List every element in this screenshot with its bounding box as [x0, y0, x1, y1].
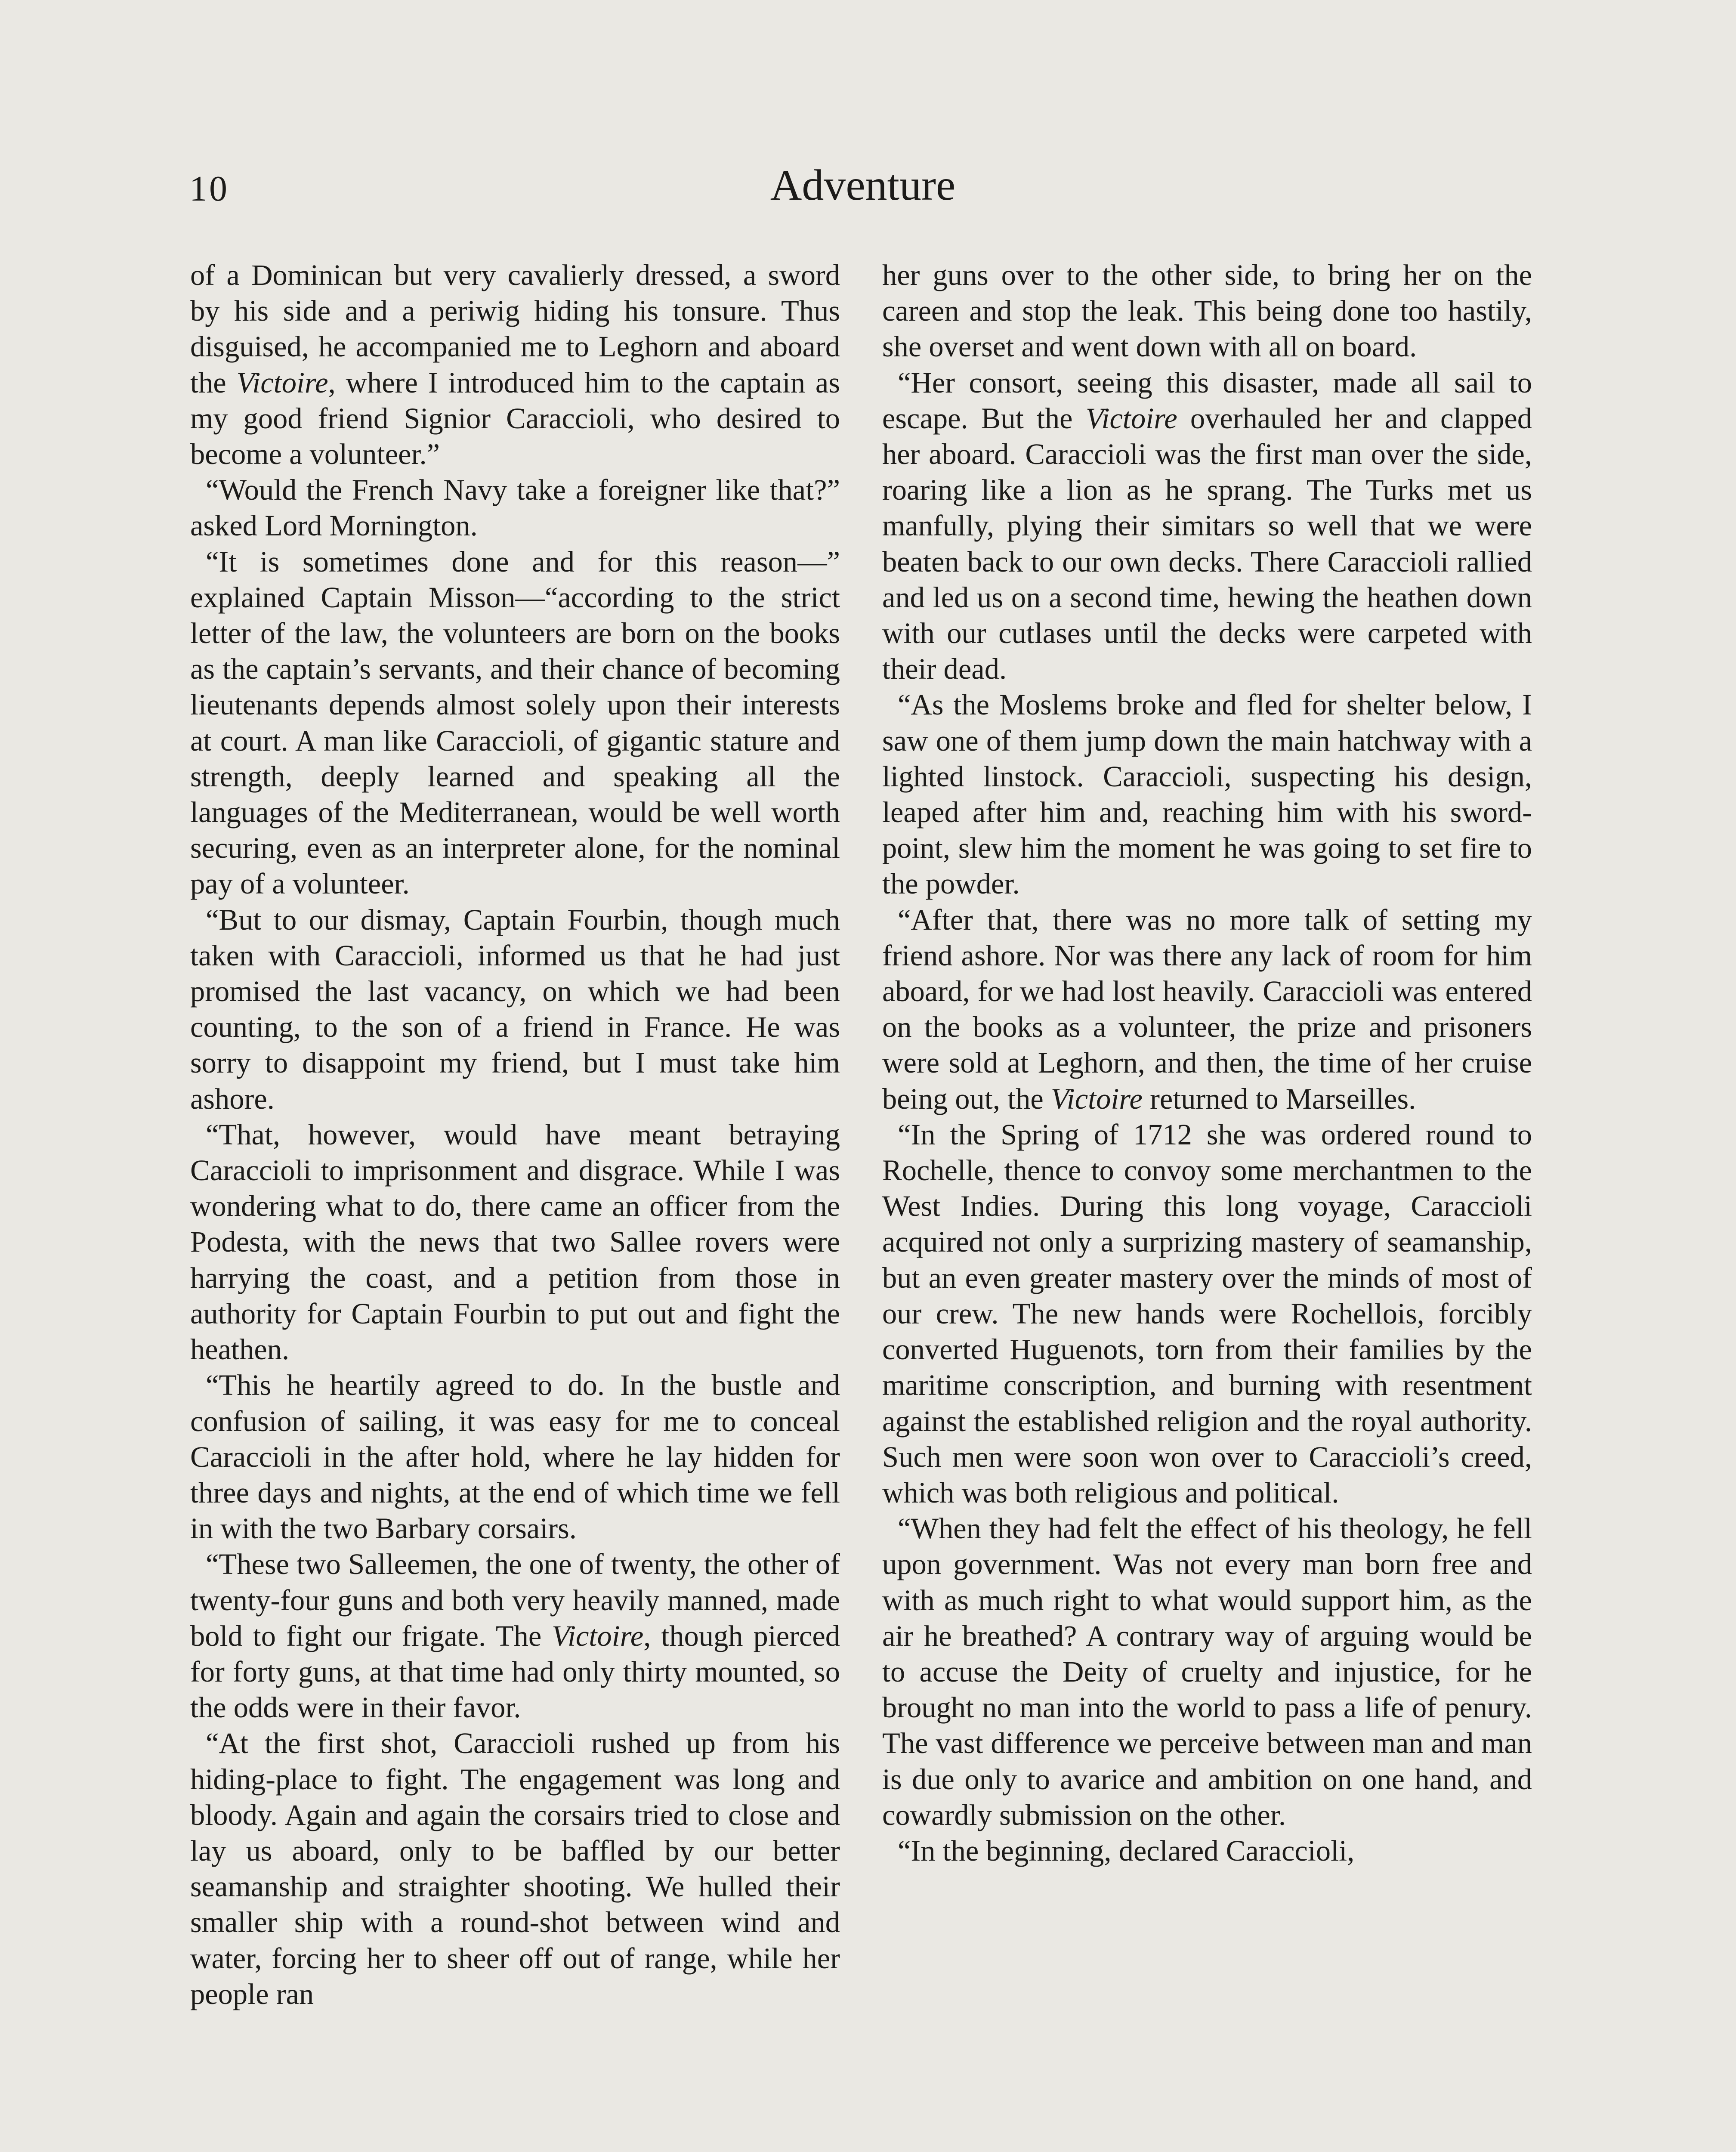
- ship-name-italic: Victoire: [1085, 402, 1177, 435]
- text-run: , where I introduced him to the captain as my good friend Signior Caraccioli, who desired to become a volunteer.”: [190, 366, 840, 471]
- paragraph: [882, 687, 1532, 902]
- text-run: “That, however, would have meant betraying Caraccioli to imprisonment and disgrace. While I was wondering what to do, there came an officer from the Podesta, with the news that two Sallee rovers were harrying the coast, and a petition from those in authority for Captain Fourbin to put out and fight the heathen.: [190, 1118, 840, 1366]
- text-run: “When they had felt the effect of his theology, he fell upon government. Was not every man born free and with as much right to what would support him, as the air he breathed? A contrary way of arguing would be to accuse the Deity of cruelty and injustice, for he brought no man into the world to pass a life of penury. The vast difference we perceive between man and man is due only to avarice and ambition on one hand, and cowardly submission on the other.: [882, 1512, 1532, 1831]
- text-run: “It is sometimes done and for this reason—” explained Captain Misson—“according to the strict letter of the law, the volunteers are born on the books as the captain’s servants, and their chance of becoming lieutenants depends almost solely upon their interests at court. A man like Caraccioli, of gigantic stature and strength, deeply learned and speaking all the languages of the Mediterranean, would be well worth securing, even as an interpreter alone, for the nominal pay of a volunteer.: [190, 545, 840, 900]
- text-run: her guns over to the other side, to bring her on the careen and stop the leak. This being done too hastily, she overset and went down with all on board.: [882, 259, 1532, 363]
- paragraph: [190, 1725, 840, 2012]
- paragraph: [882, 257, 1532, 365]
- paragraph: [190, 472, 840, 544]
- paragraph: [190, 1367, 840, 1546]
- text-run: returned to Marseilles.: [1142, 1082, 1416, 1115]
- paragraph: [190, 1546, 840, 1725]
- paragraph: [882, 902, 1532, 1117]
- paragraph: [882, 1511, 1532, 1833]
- ship-name-italic: Victoire: [552, 1619, 644, 1652]
- text-run: “In the Spring of 1712 she was ordered round to Rochelle, thence to convoy some merchantmen to the West Indies. During this long voyage, Caraccioli acquired not only a surprizing mastery of seamanship, but an even greater mastery over the minds of most of our crew. The new hands were Rochellois, forcibly converted Huguenots, torn from their families by the maritime conscription, and burning with resentment against the established religion and the royal authority. Such men were soon won over to Caraccioli’s creed, which was both religious and political.: [882, 1118, 1532, 1509]
- text-run: “But to our dismay, Captain Fourbin, though much taken with Caraccioli, informed us that he had just promised the last vacancy, on which we had been counting, to the son of a friend in France. He was sorry to disappoint my friend, but I must take him ashore.: [190, 903, 840, 1115]
- text-run: “In the beginning, declared Caraccioli,: [898, 1834, 1355, 1867]
- text-run: “As the Moslems broke and fled for shelter below, I saw one of them jump down the main hatchway with a lighted linstock. Caraccioli, suspecting his design, leaped after him and, reaching him with his sword-point, slew him the moment he was going to set fire to the powder.: [882, 688, 1532, 900]
- text-run: “At the first shot, Caraccioli rushed up from his hiding-place to fight. The engagement was long and bloody. Again and again the corsairs tried to close and lay us aboard, only to be baffled by our better seamanship and straighter shooting. We hulled their smaller ship with a round-shot between wind and water, forcing her to sheer off out of range, while her people ran: [190, 1727, 840, 2010]
- text-run: “After that, there was no more talk of setting my friend ashore. Nor was there any lack of room for him aboard, for we had lost heavily. Caraccioli was entered on the books as a volunteer, the prize and prisoners were sold at Leghorn, and then, the time of her cruise being out, the: [882, 903, 1532, 1115]
- paragraph: [882, 1117, 1532, 1511]
- text-run: “This he heartily agreed to do. In the bustle and confusion of sailing, it was easy for me to conceal Caraccioli in the after hold, where he lay hidden for three days and nights, at the end of which time we fell in with the two Barbary corsairs.: [190, 1369, 840, 1545]
- paragraph: [882, 365, 1532, 687]
- paragraph: [190, 1117, 840, 1367]
- ship-name-italic: Victoire: [236, 366, 328, 399]
- paragraph: [882, 1833, 1532, 1869]
- text-run: , though pierced for forty guns, at that time had only thirty mounted, so the odds were in their favor.: [190, 1619, 840, 1724]
- text-run: of a Dominican but very cavalierly dressed, a sword by his side and a periwig hiding his tonsure. Thus disguised, he accompanied me to Leghorn and aboard the: [190, 259, 840, 399]
- text-run: “Would the French Navy take a foreigner like that?” asked Lord Mornington.: [190, 473, 840, 542]
- text-run: overhauled her and clapped her aboard. Caraccioli was the first man over the side, roaring like a lion as he sprang. The Turks met us manfully, plying their simitars so well that we were beaten back to our own decks. There Caraccioli rallied and led us on a second time, hewing the heathen down with our cutlases until the decks were carpeted with their dead.: [882, 402, 1532, 686]
- page-number: 10: [189, 169, 229, 209]
- ship-name-italic: Victoire: [1050, 1082, 1143, 1115]
- running-title: Adventure: [770, 161, 956, 210]
- text-run: “These two Salleemen, the one of twenty, the other of twenty-four guns and both very heavily manned, made bold to fight our frigate. The: [190, 1548, 840, 1652]
- paragraph: [190, 544, 840, 902]
- paragraph: [190, 902, 840, 1117]
- text-run: “Her consort, seeing this disaster, made all sail to escape. But the: [882, 366, 1532, 435]
- left-text-column: [190, 257, 840, 2012]
- page-header: [189, 160, 1536, 216]
- paragraph: [190, 257, 840, 472]
- right-text-column: [882, 257, 1532, 1869]
